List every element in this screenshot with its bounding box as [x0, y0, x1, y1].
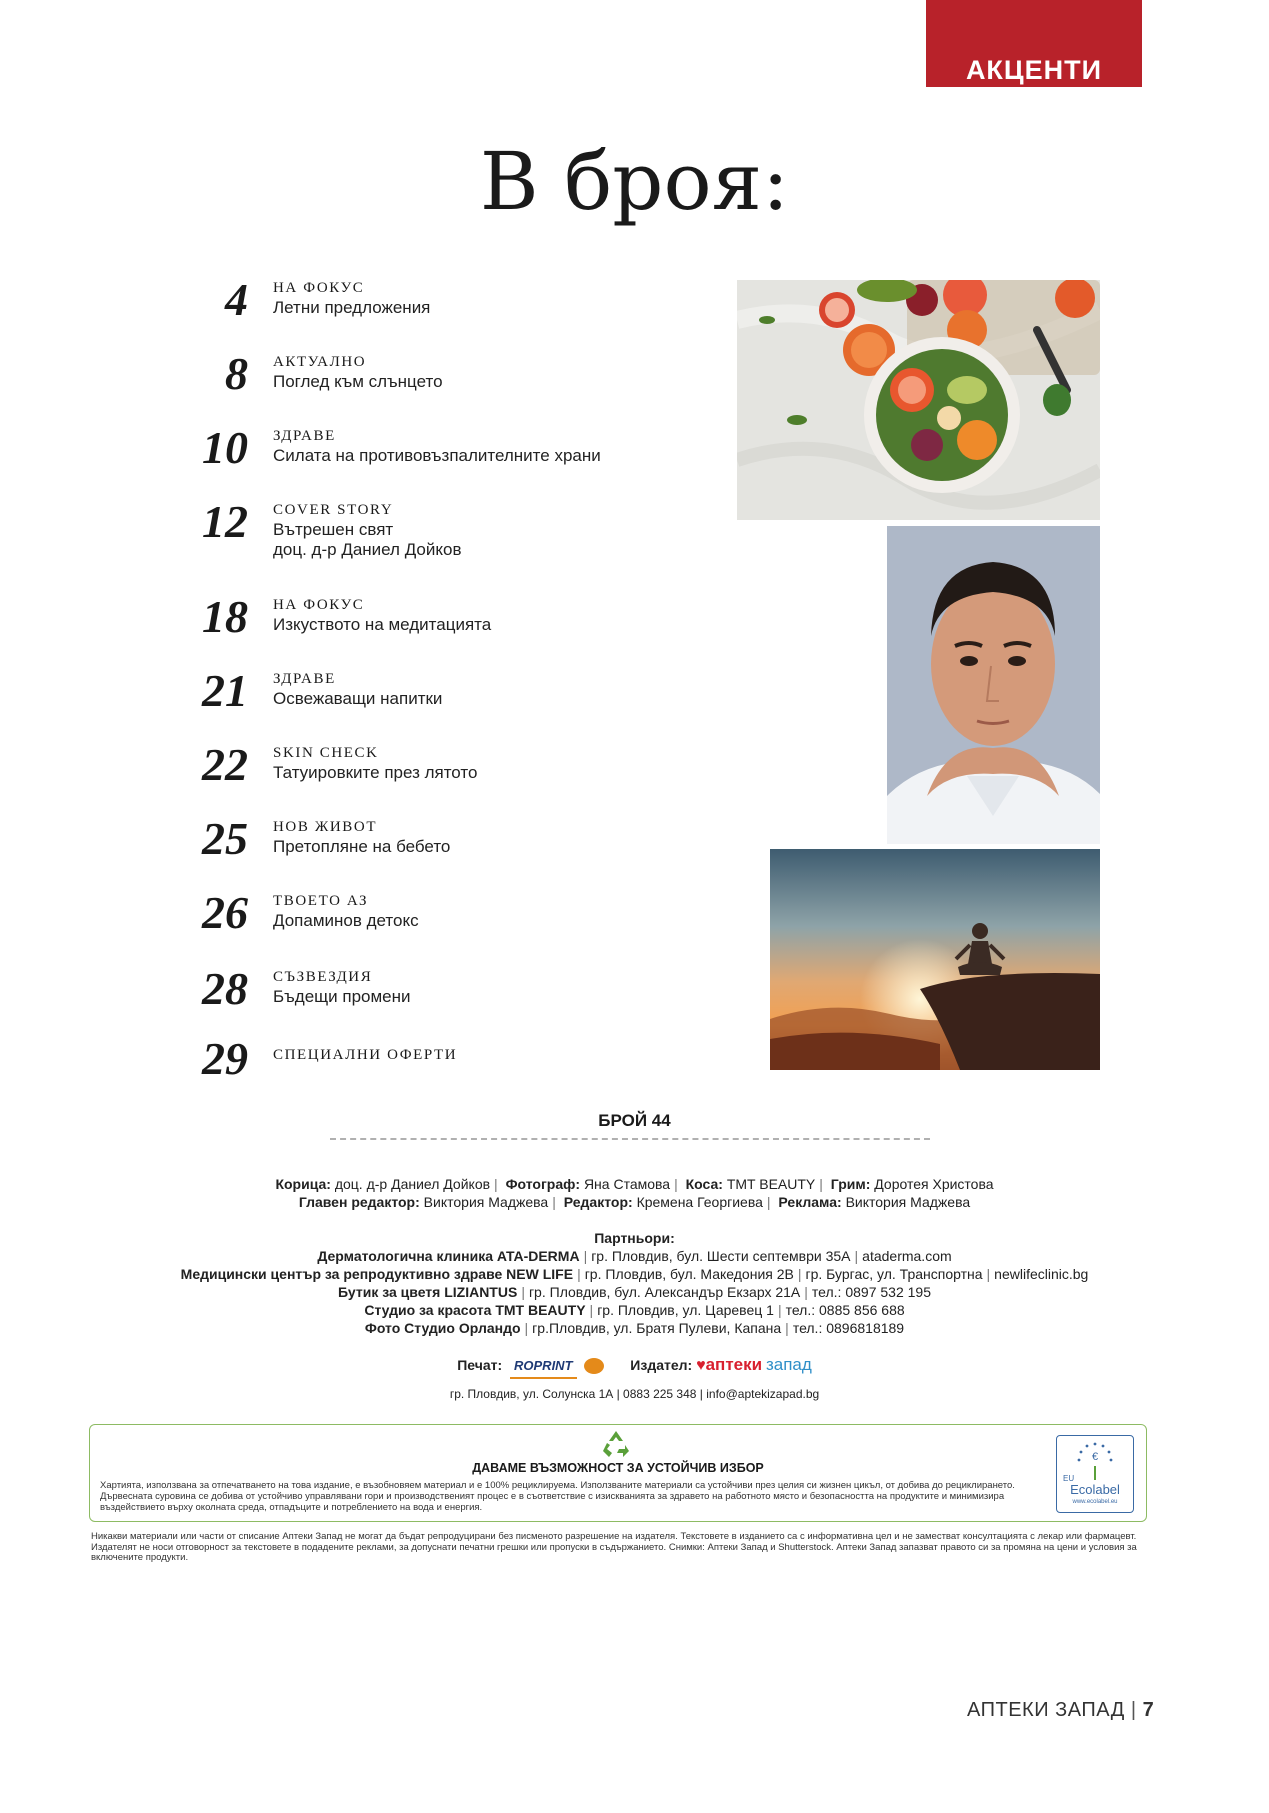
credit-label: Грим:: [830, 1176, 871, 1192]
credit-value: Доротея Христова: [874, 1176, 994, 1192]
credit-value: Виктория Маджева: [423, 1194, 549, 1210]
toc-item[interactable]: [180, 963, 710, 1037]
sustainability-title: ДАВАМЕ ВЪЗМОЖНОСТ ЗА УСТОЙЧИВ ИЗБОР: [472, 1461, 764, 1475]
partner-link[interactable]: ataderma.com: [862, 1248, 952, 1264]
credit-label: Главен редактор:: [298, 1194, 420, 1210]
toc-page-number: 28: [202, 963, 248, 1014]
partner-line: Студио за красота TMT BEAUTY | гр. Пловдив, ул. Царевец 1 | тел.: 0885 856 688: [364, 1302, 905, 1318]
toc-title: Летни предложения: [273, 298, 431, 317]
toc-section: НА ФОКУС: [273, 280, 365, 296]
toc-section: ТВОЕТО АЗ: [273, 893, 369, 909]
footer-separator: |: [1130, 1699, 1143, 1721]
toc-section: SKIN CHECK: [273, 745, 379, 761]
partner-line: Бутик за цветя LIZIANTUS | гр. Пловдив, бул. Александър Екзарх 21А | тел.: 0897 532 195: [338, 1284, 931, 1300]
partner-name: Студио за красота TMT BEAUTY: [364, 1302, 586, 1318]
toc-section: COVER STORY: [273, 502, 394, 518]
legal-disclaimer: Никакви материали или части от списание Аптеки Запад не могат да бъдат репродуцирани без писменото разрешение на издателя. Текстовете в изданието са с информативна цел и не заместват консултацията с лекар или фармацевт. Издателят не носи отговорност за текстовете в подадените реклами, за допуснати печатни грешки или пропуски в съдържанието. Снимки: Аптеки Запад и Shutterstock. Аптеки Запад запазват правото си за промяна на цени и условия за включените продукти.: [91, 1531, 1137, 1563]
toc-section: СЪЗВЕЗДИЯ: [273, 969, 373, 985]
partner-name: Дерматологична клиника ATA-DERMA: [317, 1248, 580, 1264]
recycle-icon: [599, 1429, 633, 1459]
partner-link[interactable]: newlifeclinic.bg: [994, 1266, 1089, 1282]
toc-title: Поглед към слънцето: [273, 372, 443, 391]
sustainability-box: [89, 1424, 1147, 1522]
toc-item[interactable]: [180, 348, 710, 422]
credit-value: TMT BEAUTY: [726, 1176, 816, 1192]
toc-item[interactable]: [180, 1033, 710, 1107]
meditation-photo: [770, 849, 1100, 1070]
toc-title: Допаминов детокс: [273, 911, 419, 930]
printer-publisher-line: [0, 1354, 1269, 1379]
partner-detail: гр. Пловдив, ул. Царевец 1: [597, 1302, 774, 1318]
print-label: Печат:: [457, 1357, 503, 1373]
toc-item[interactable]: [180, 496, 710, 570]
credit-label: Фотограф:: [505, 1176, 581, 1192]
publisher-address: гр. Пловдив, ул. Солунска 1А | 0883 225 348 | info@aptekizapad.bg: [449, 1387, 820, 1401]
credit-label: Редактор:: [563, 1194, 633, 1210]
toc-title: Татуировките през лятото: [273, 763, 478, 782]
toc-item[interactable]: [180, 887, 710, 961]
partner-detail: гр. Пловдив, бул. Александър Екзарх 21А: [528, 1284, 801, 1300]
ecolabel-eu: EU: [1063, 1474, 1075, 1483]
toc-section: АКТУАЛНО: [273, 354, 367, 370]
page-title: В броя:: [479, 135, 790, 228]
toc-title: Силата на противовъзпалителните храни: [273, 446, 601, 465]
partner-phone: тел.: 0897 532 195: [811, 1284, 931, 1300]
partner-name: Фото Студио Орландо: [364, 1320, 521, 1336]
toc-page-number: 10: [202, 422, 248, 473]
partner-detail: гр.Пловдив, ул. Братя Пулеви, Капана: [532, 1320, 782, 1336]
toc-page-number: 8: [225, 348, 248, 399]
partner-name: Медицински център за репродуктивно здраве NEW LIFE: [180, 1266, 574, 1282]
partner-detail: гр. Бургас, ул. Транспортна: [805, 1266, 983, 1282]
partner-line: Фото Студио Орландо | гр.Пловдив, ул. Братя Пулеви, Капана | тел.: 0896818189: [364, 1320, 905, 1336]
toc-page-number: 4: [225, 274, 248, 325]
heart-pulse-icon: ♥: [696, 1357, 706, 1374]
issue-number: БРОЙ 44: [598, 1111, 671, 1130]
partner-name: Бутик за цветя LIZIANTUS: [338, 1284, 518, 1300]
toc-page-number: 18: [202, 591, 248, 642]
portrait-illustration: [887, 526, 1100, 844]
section-tab-label: АКЦЕНТИ: [965, 55, 1103, 85]
toc-page-number: 25: [202, 813, 248, 864]
toc-section: ЗДРАВЕ: [273, 428, 336, 444]
credit-label: Корица:: [275, 1176, 331, 1192]
credit-label: Коса:: [685, 1176, 723, 1192]
dotted-divider: [330, 1138, 930, 1142]
credit-value: Кремена Георгиева: [636, 1194, 763, 1210]
toc-item[interactable]: [180, 422, 710, 496]
svg-text:€: €: [1091, 1451, 1099, 1463]
page-footer: [967, 1699, 1154, 1722]
toc-title: Вътрешен свят: [273, 520, 394, 539]
page-number: 7: [1142, 1699, 1155, 1721]
toc-section: ЗДРАВЕ: [273, 671, 336, 687]
sustainability-text: Хартията, използвана за отпечатването на това издание, е възобновяем материал и е 100% рециклируема. Използваните материали са устойчиви през целия си жизнен цикъл, от добива до рециклирането. Дървесната суровина се добива от устойчиво управлявани гори и производственият процес е в съответствие с изискванията за здравето на работното място и безопасността на продуктите и минимизира въздействието върху околната среда, отпадъците и потреблението на вода и енергия.: [100, 1480, 1015, 1513]
partner-phone: тел.: 0885 856 688: [785, 1302, 905, 1318]
toc-title: Освежаващи напитки: [273, 689, 443, 708]
eu-ecolabel-logo: [1056, 1435, 1134, 1513]
toc-item[interactable]: [180, 739, 710, 813]
toc-title: Изкуството на медитацията: [273, 615, 492, 634]
credits-line-1: Корица: доц. д-р Даниел Дойков | Фотограф: Яна Стамова | Коса: TMT BEAUTY | Грим: Доротея Христова: [275, 1176, 994, 1192]
credit-value: доц. д-р Даниел Дойков: [334, 1176, 491, 1192]
toc-page-number: 29: [202, 1033, 248, 1084]
credit-value: Виктория Маджева: [845, 1194, 971, 1210]
publisher-logo-b: запад: [765, 1355, 812, 1374]
toc-subtitle: доц. д-р Даниел Дойков: [273, 540, 462, 559]
toc-page-number: 12: [202, 496, 248, 547]
toc-section: НОВ ЖИВОТ: [273, 819, 378, 835]
toc-item[interactable]: [180, 591, 710, 665]
toc-page-number: 26: [202, 887, 248, 938]
ecolabel-name: Ecolabel: [1070, 1482, 1120, 1497]
cover-portrait-photo: [887, 526, 1100, 844]
toc-title: Бъдещи промени: [273, 987, 411, 1006]
credit-value: Яна Стамова: [583, 1176, 671, 1192]
publisher-logo-a: аптеки: [705, 1355, 763, 1374]
credits-line-2: Главен редактор: Виктория Маджева | Редактор: Кремена Георгиева | Реклама: Виктория Маджева: [298, 1194, 971, 1210]
toc-title: Претопляне на бебето: [273, 837, 451, 856]
partner-line: Дерматологична клиника ATA-DERMA | гр. Пловдив, бул. Шести септември 35А | ataderma.com: [317, 1248, 952, 1264]
partners-heading: Партньори:: [594, 1230, 675, 1246]
food-bowl-illustration: [737, 280, 1100, 520]
credit-label: Реклама:: [778, 1194, 842, 1210]
partner-phone: тел.: 0896818189: [792, 1320, 905, 1336]
meditation-illustration: [770, 849, 1100, 1070]
footer-brand: АПТЕКИ ЗАПАД: [967, 1699, 1125, 1721]
toc-section: НА ФОКУС: [273, 597, 365, 613]
ecolabel-url[interactable]: www.ecolabel.eu: [1072, 1499, 1118, 1505]
partner-line: Медицински център за репродуктивно здраве NEW LIFE | гр. Пловдив, бул. Македония 2В | гр. Бургас, ул. Транспортна | newlifeclinic.bg: [180, 1266, 1089, 1282]
partner-detail: гр. Пловдив, бул. Македония 2В: [584, 1266, 794, 1282]
section-tab: [926, 0, 1142, 87]
partner-detail: гр. Пловдив, бул. Шести септември 35А: [591, 1248, 851, 1264]
toc-item[interactable]: [180, 274, 710, 348]
printer-swirl-icon: [584, 1358, 604, 1374]
roprint-logo: ROPRINT: [510, 1355, 577, 1379]
toc-item[interactable]: [180, 665, 710, 739]
toc-section: СПЕЦИАЛНИ ОФЕРТИ: [273, 1047, 458, 1063]
food-bowl-photo: [737, 280, 1100, 520]
toc-item[interactable]: [180, 813, 710, 887]
toc-page-number: 21: [202, 665, 248, 716]
publisher-label: Издател:: [630, 1357, 693, 1373]
toc-page-number: 22: [202, 739, 248, 790]
